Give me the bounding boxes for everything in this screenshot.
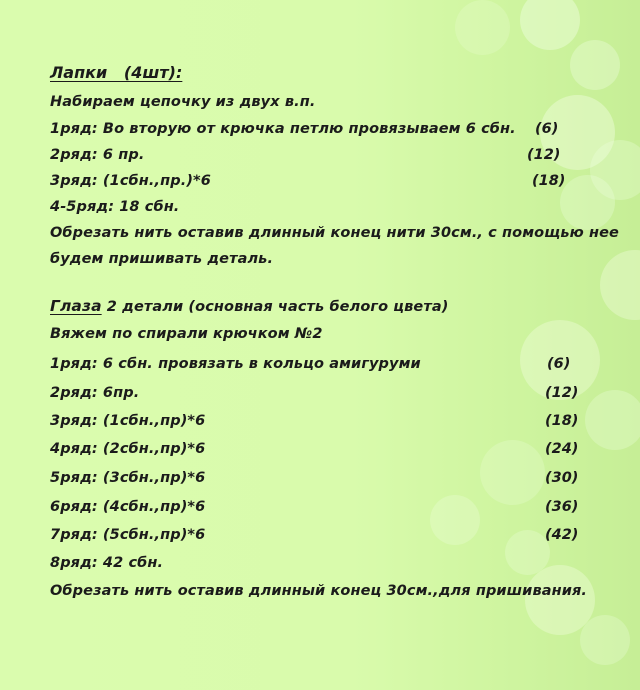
instruction-row-4: 4ряд: (2сбн.,пр)*6 [50, 441, 206, 457]
instruction-line: Вяжем по спирали крючком №2 [50, 326, 323, 342]
bokeh-circle [505, 530, 550, 575]
instruction-line: Набираем цепочку из двух в.п. [50, 94, 316, 110]
stitch-count: (36) [545, 499, 579, 515]
stitch-count: (24) [545, 441, 579, 457]
instruction-finish: Обрезать нить оставив длинный конец нити 30см., с помощью нее [50, 225, 619, 241]
stitch-count: (18) [545, 413, 579, 429]
instruction-row-1: 1ряд: 6 сбн. провязать в кольцо амигуруми [50, 356, 421, 372]
instruction-row-7: 7ряд: (5сбн.,пр)*6 [50, 527, 206, 543]
instruction-finish-cont: будем пришивать деталь. [50, 251, 274, 267]
stitch-count: (6) [547, 356, 571, 372]
bokeh-circle [520, 0, 580, 50]
instruction-row-4-5: 4-5ряд: 18 сбн. [50, 199, 180, 215]
bokeh-circle [585, 390, 640, 450]
bokeh-circle [455, 0, 510, 55]
section-subtitle-eyes: 2 детали (основная часть белого цвета) [101, 299, 449, 315]
instruction-row-1: 1ряд: Во вторую от крючка петлю провязываем 6 сбн. [50, 121, 516, 137]
instruction-row-8: 8ряд: 42 сбн. [50, 555, 164, 571]
stitch-count: (18) [532, 173, 566, 189]
bokeh-circle [580, 615, 630, 665]
instruction-row-6: 6ряд: (4сбн.,пр)*6 [50, 499, 206, 515]
bokeh-circle [480, 440, 545, 505]
stitch-count: (12) [545, 385, 579, 401]
section-title-eyes: Глаза [50, 297, 102, 315]
bokeh-circle [590, 140, 640, 200]
bokeh-circle [600, 250, 640, 320]
instruction-finish: Обрезать нить оставив длинный конец 30см.,для пришивания. [50, 583, 588, 599]
instruction-row-2: 2ряд: 6 пр. [50, 147, 145, 163]
instruction-row-2: 2ряд: 6пр. [50, 385, 140, 401]
stitch-count: (42) [545, 527, 579, 543]
instruction-row-3: 3ряд: (1сбн.,пр)*6 [50, 413, 206, 429]
instruction-row-5: 5ряд: (3сбн.,пр)*6 [50, 470, 206, 486]
instruction-row-3: 3ряд: (1сбн.,пр.)*6 [50, 173, 211, 189]
bokeh-circle [430, 495, 480, 545]
section-title-eyes-line [50, 294, 448, 318]
bokeh-circle [570, 40, 620, 90]
stitch-count: (6) [535, 121, 559, 137]
stitch-count: (12) [527, 147, 561, 163]
stitch-count: (30) [545, 470, 579, 486]
section-title-paws: Лапки (4шт): [50, 63, 183, 82]
